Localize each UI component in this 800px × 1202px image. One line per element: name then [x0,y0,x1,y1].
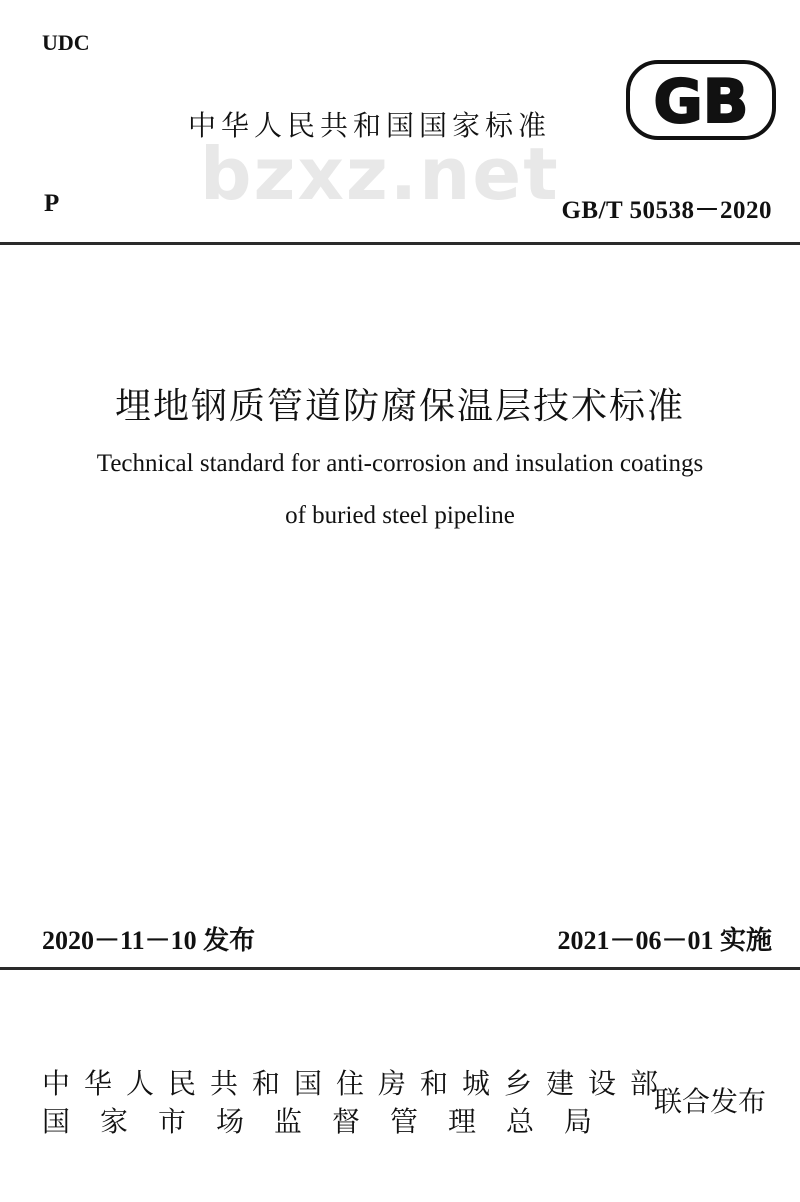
title-english-line1: Technical standard for anti-corrosion and insulation coatings [96,450,704,477]
gb-logo-icon [626,60,776,140]
standard-number: GB/T 50538－2020 [561,197,772,224]
title-english-line2: of buried steel pipeline [285,502,515,529]
national-standard-heading: 中华人民共和国国家标准 [188,109,552,142]
category-code: P [44,190,60,217]
publisher-line1: 中华人民共和国住房和城乡建设部 [42,1067,673,1100]
joint-release-label: 联合发布 [654,1085,767,1118]
title-chinese: 埋地钢质管道防腐保温层技术标准 [114,386,685,427]
bottom-divider [0,967,800,970]
publisher-line2: 国家市场监督管理总局 [42,1105,623,1138]
issue-date: 2020－11－10 发布 [42,926,256,955]
watermark: bzxz.net [200,132,560,216]
top-divider [0,242,800,245]
implementation-date: 2021－06－01 实施 [557,926,772,955]
udc-label: UDC [42,30,90,55]
svg-text:GB: GB [653,67,749,137]
